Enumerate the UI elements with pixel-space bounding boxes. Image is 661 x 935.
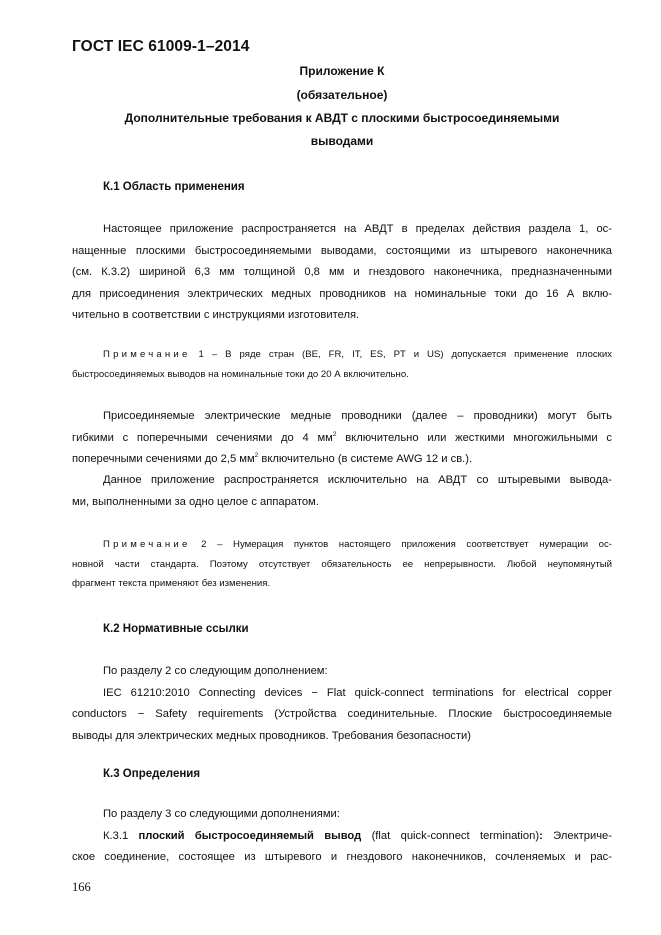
paragraph-scope: [72, 219, 612, 327]
text-line: ское соединение, состоящее из штыревого и гнездового наконечников, сочленяемых и рас-: [72, 851, 612, 863]
text-fragment: поперечными сечениями до 2,5 мм: [72, 453, 255, 465]
page-number: 166: [72, 880, 91, 894]
section-heading-k1: К.1 Область применения: [103, 181, 245, 193]
appendix-subject-line-2: выводами: [310, 134, 374, 148]
text-line: IEC 61210:2010 Connecting devices − Flat quick-connect terminations for electrical copper: [103, 686, 612, 699]
note-1: [72, 345, 612, 384]
definition-number: К.3.1: [103, 829, 139, 842]
definition-text: Электриче-: [542, 829, 612, 842]
text-fragment: включительно (в системе AWG 12 и св.).: [258, 453, 473, 465]
appendix-status: (обязательное): [296, 88, 388, 102]
note-line: [72, 345, 612, 365]
text-line: Настоящее приложение распространяется на АВДТ в пределах действия раздела 1, ос-: [103, 223, 612, 235]
paragraph-references: [72, 661, 612, 747]
superscript: 2: [332, 430, 337, 438]
definition-english: (flat quick-connect termination): [361, 829, 540, 842]
text-line: [72, 449, 612, 471]
text-line: нащенные плоскими быстросоединяемыми выводами, состоящими из штыревого наконечника: [72, 244, 612, 257]
note-label: Примечание: [103, 539, 191, 550]
text-line: (см. К.3.2) шириной 6,3 мм толщиной 0,8 мм и гнездового наконечника, предназначенными: [72, 266, 612, 278]
definition-term: плоский быстросоединяемый вывод: [138, 829, 362, 842]
note-line: [72, 535, 612, 555]
text-fragment: включительно или жесткими многожильными с: [336, 431, 612, 444]
text-line: выводы для электрических медных проводников. Требования безопасности): [72, 729, 471, 742]
section-heading-k3: К.3 Определения: [103, 768, 201, 780]
paragraph-pin-terminals: [72, 470, 612, 513]
text-line: чительно в соответствии с инструкциями изготовителя.: [72, 309, 360, 321]
text-line: ми, выполненными за одно целое с аппаратом.: [72, 495, 319, 508]
note-text: 2 – Нумерация пунктов настоящего приложения соответствует нумерации ос-: [190, 539, 612, 550]
note-line: новной части стандарта. Поэтому отсутствует обязательность ее непрерывности. Любой неупомянутый: [72, 558, 612, 570]
text-fragment: гибкими с поперечными сечениями до 4 мм: [72, 431, 333, 444]
text-line: [72, 428, 612, 450]
paragraph-conductors: [72, 406, 612, 471]
superscript: 2: [254, 452, 259, 459]
text-line: для присоединения электрических медных проводников на номинальные токи до 16 А вклю-: [72, 287, 612, 300]
paragraph-definitions: [72, 804, 612, 869]
appendix-title: Приложение К: [299, 64, 385, 78]
text-line: Данное приложение распространяется исключительно на АВДТ со штыревыми вывода-: [103, 474, 612, 486]
text-line: По разделу 3 со следующими дополнениями:: [103, 808, 340, 820]
note-line: быстросоединяемых выводов на номинальные токи до 20 А включительно.: [72, 368, 409, 380]
note-2: [72, 535, 612, 594]
note-label: Примечание: [103, 349, 191, 360]
text-line: Присоединяемые электрические медные проводники (далее – проводники) могут быть: [103, 410, 612, 422]
text-line: [72, 826, 612, 848]
appendix-subject-line-1: Дополнительные требования к АВДТ с плоскими быстросоединяемыми: [124, 111, 560, 125]
section-heading-k2: К.2 Нормативные ссылки: [103, 623, 249, 635]
text-line: По разделу 2 со следующим дополнением:: [103, 665, 328, 677]
note-line: фрагмент текста применяют без изменения.: [72, 578, 271, 589]
standard-designation: ГОСТ IEC 61009-1–2014: [72, 38, 250, 55]
note-text: 1 – В ряде стран (BE, FR, IT, ES, PT и US) допускается применение плоских: [190, 349, 612, 360]
text-line: conductors − Safety requirements (Устройства соединительные. Плоские быстросоединяемые: [72, 708, 612, 720]
definition-colon: :: [539, 829, 543, 842]
